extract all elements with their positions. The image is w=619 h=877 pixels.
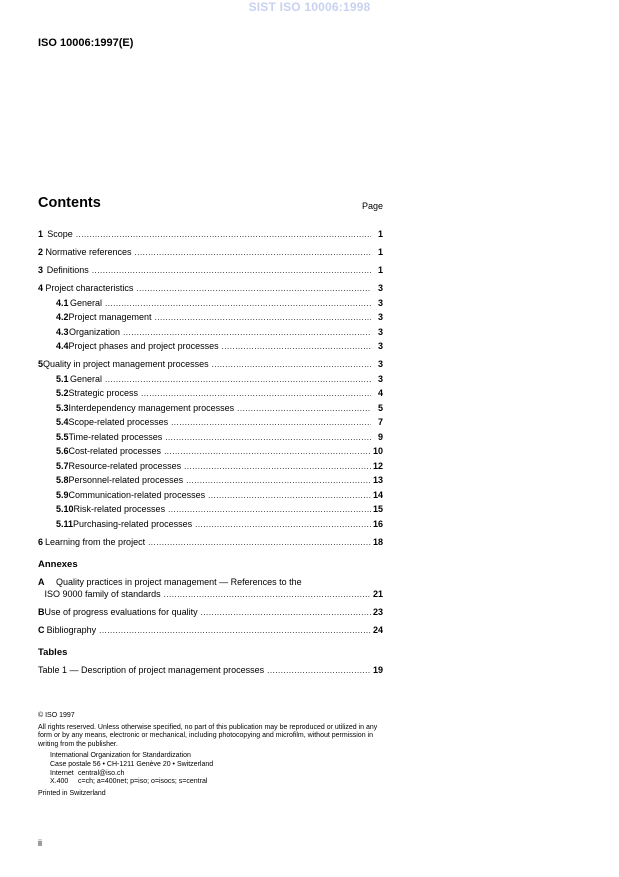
annex-entry-line1[interactable]: A Quality practices in project management — References to the [38, 576, 302, 587]
tables-heading: Tables [38, 646, 68, 658]
org-address: Case postale 56 • CH-1211 Genève 20 • Switzerland [50, 760, 214, 768]
toc-entry[interactable]: 2 Normative references ..... 1 [38, 247, 383, 258]
toc-entry[interactable]: 4.4 Project phases and project processes ..... 3 [38, 341, 383, 352]
printed-in: Printed in Switzerland [38, 789, 106, 797]
toc-entry[interactable]: 5.9 Communication-related processes ..... 14 [38, 490, 383, 501]
toc-entry[interactable]: 6 Learning from the project ..... 18 [38, 537, 383, 548]
toc-entry[interactable]: 4.1 General ..... 3 [38, 298, 383, 309]
toc-entry[interactable]: 1 Scope ..... 1 [38, 229, 383, 240]
internet-address[interactable]: central@iso.ch [78, 769, 125, 777]
toc-entry[interactable]: 4 Project characteristics ..... 3 [38, 283, 383, 294]
toc-entry[interactable]: 5 Quality in project management processes ..... 3 [38, 359, 383, 370]
toc-entry[interactable]: 5.2 Strategic process ..... 4 [38, 388, 383, 399]
internet-row: Internet central@iso.ch [50, 769, 125, 777]
table-of-contents [38, 225, 383, 676]
document-id: ISO 10006:1997(E) [38, 37, 134, 49]
watermark: SIST ISO 10006:1998 [248, 0, 371, 14]
toc-entry[interactable]: 5.8 Personnel-related processes ..... 13 [38, 475, 383, 486]
page-number: ii [38, 838, 42, 848]
annex-entry[interactable]: B Use of progress evaluations for quality ..... 23 [38, 607, 383, 618]
toc-entry[interactable]: 5.6 Cost-related processes ..... 10 [38, 446, 383, 457]
contents-title: Contents [38, 195, 101, 211]
toc-entry[interactable]: 5.3 Interdependency management processes ..... 5 [38, 403, 383, 414]
toc-entry[interactable]: 5.5 Time-related processes ..... 9 [38, 432, 383, 443]
toc-entry[interactable]: 5.11 Purchasing-related processes ..... 16 [38, 519, 383, 530]
toc-entry[interactable]: 5.4 Scope-related processes ..... 7 [38, 417, 383, 428]
x400-row: X.400 c=ch; a=400net; p=iso; o=isocs; s=central [50, 778, 208, 786]
toc-entry[interactable]: 5.10 Risk-related processes ..... 15 [38, 504, 383, 515]
org-name: International Organization for Standardization [50, 752, 191, 760]
toc-entry[interactable]: 4.2 Project management ..... 3 [38, 312, 383, 323]
annex-entry[interactable]: C Bibliography ..... 24 [38, 625, 383, 636]
table-entry[interactable]: Table 1 — Description of project management processes ..... 19 [38, 665, 383, 676]
toc-entry[interactable]: 5.7 Resource-related processes ..... 12 [38, 461, 383, 472]
annexes-heading: Annexes [38, 558, 78, 570]
rights-notice: All rights reserved. Unless otherwise specified, no part of this publication may be reproduced or utilized in any form or by any means, electronic or mechanical, including photocopying and microfilm, without permission in writing from the publisher. [38, 723, 378, 748]
annex-entry[interactable]: ISO 9000 family of standards ..... 21 [38, 589, 383, 600]
toc-entry[interactable]: 3 Definitions ..... 1 [38, 265, 383, 276]
copyright-block [38, 712, 383, 798]
page-column-label: Page [361, 201, 383, 211]
copyright-line: © ISO 1997 [38, 712, 75, 719]
toc-entry[interactable]: 5.1 General ..... 3 [38, 374, 383, 385]
toc-entry[interactable]: 4.3 Organization ..... 3 [38, 327, 383, 338]
